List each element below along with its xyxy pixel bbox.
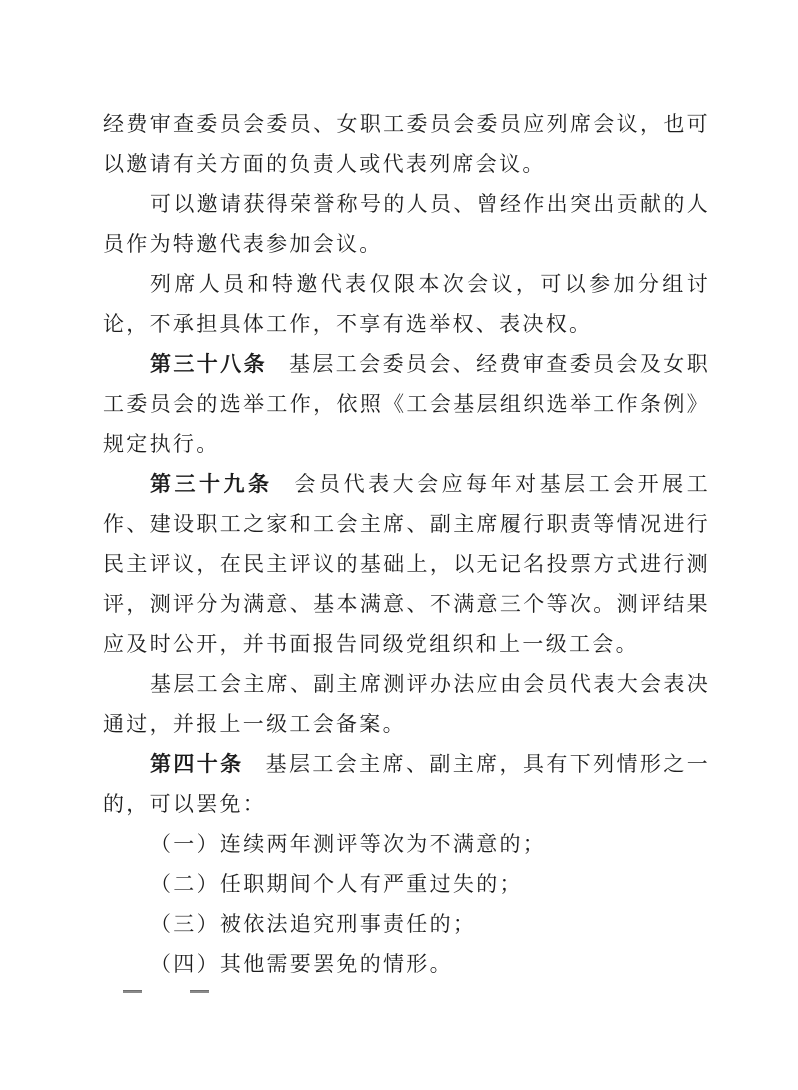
document-body [103, 104, 710, 984]
text-line [103, 504, 710, 544]
text-line [103, 944, 710, 984]
body-text: 通过，并报上一级工会备案。 [103, 712, 406, 736]
text-line [103, 704, 710, 744]
body-text: 会员代表大会应每年对基层工会开展工 [294, 472, 710, 496]
body-text: 基层工会委员会、经费审查委员会及女职 [288, 352, 711, 376]
body-text: 作、建设职工之家和工会主席、副主席履行职责等情况进行 [103, 512, 710, 536]
text-line [103, 864, 710, 904]
body-text: 论，不承担具体工作，不享有选举权、表决权。 [103, 312, 593, 336]
body-text: 基层工会主席、副主席测评办法应由会员代表大会表决 [150, 672, 710, 696]
text-line [103, 824, 710, 864]
body-text: （四）其他需要罢免的情形。 [150, 952, 453, 976]
body-text: （三）被依法追究刑事责任的； [150, 912, 477, 936]
text-line [103, 784, 710, 824]
text-line [103, 904, 710, 944]
text-line [103, 744, 710, 784]
body-text: 民主评议，在民主评议的基础上，以无记名投票方式进行测 [103, 552, 710, 576]
text-line [103, 304, 710, 344]
body-text: （二）任职期间个人有严重过失的； [150, 872, 523, 896]
body-text: （一）连续两年测评等次为不满意的； [150, 832, 547, 856]
article-number: 第四十条 [150, 753, 244, 776]
page-number-dashes [123, 990, 209, 993]
body-text: 列席人员和特邀代表仅限本次会议，可以参加分组讨 [150, 272, 710, 296]
page-dash [123, 990, 142, 993]
body-text: 员作为特邀代表参加会议。 [103, 232, 383, 256]
body-text: 评，测评分为满意、基本满意、不满意三个等次。测评结果 [103, 592, 710, 616]
body-text: 经费审查委员会委员、女职工委员会委员应列席会议，也可 [103, 112, 710, 136]
text-line [103, 184, 710, 224]
text-line [103, 104, 710, 144]
body-text: 规定执行。 [103, 432, 220, 456]
text-line [103, 664, 710, 704]
body-text: 应及时公开，并书面报告同级党组织和上一级工会。 [103, 632, 639, 656]
text-line [103, 224, 710, 264]
body-text: 以邀请有关方面的负责人或代表列席会议。 [103, 152, 546, 176]
text-line [103, 144, 710, 184]
text-line [103, 584, 710, 624]
text-line [103, 264, 710, 304]
body-text: 的，可以罢免： [103, 792, 267, 816]
article-number: 第三十八条 [150, 353, 267, 376]
article-number: 第三十九条 [150, 473, 273, 496]
page-dash [190, 990, 209, 993]
text-line [103, 464, 710, 504]
text-line [103, 544, 710, 584]
text-line [103, 344, 710, 384]
text-line [103, 624, 710, 664]
text-line [103, 424, 710, 464]
body-text: 可以邀请获得荣誉称号的人员、曾经作出突出贡献的人 [150, 192, 710, 216]
text-line [103, 384, 710, 424]
body-text: 基层工会主席、副主席，具有下列情形之一 [265, 752, 711, 776]
body-text: 工委员会的选举工作，依照《工会基层组织选举工作条例》 [103, 392, 710, 416]
